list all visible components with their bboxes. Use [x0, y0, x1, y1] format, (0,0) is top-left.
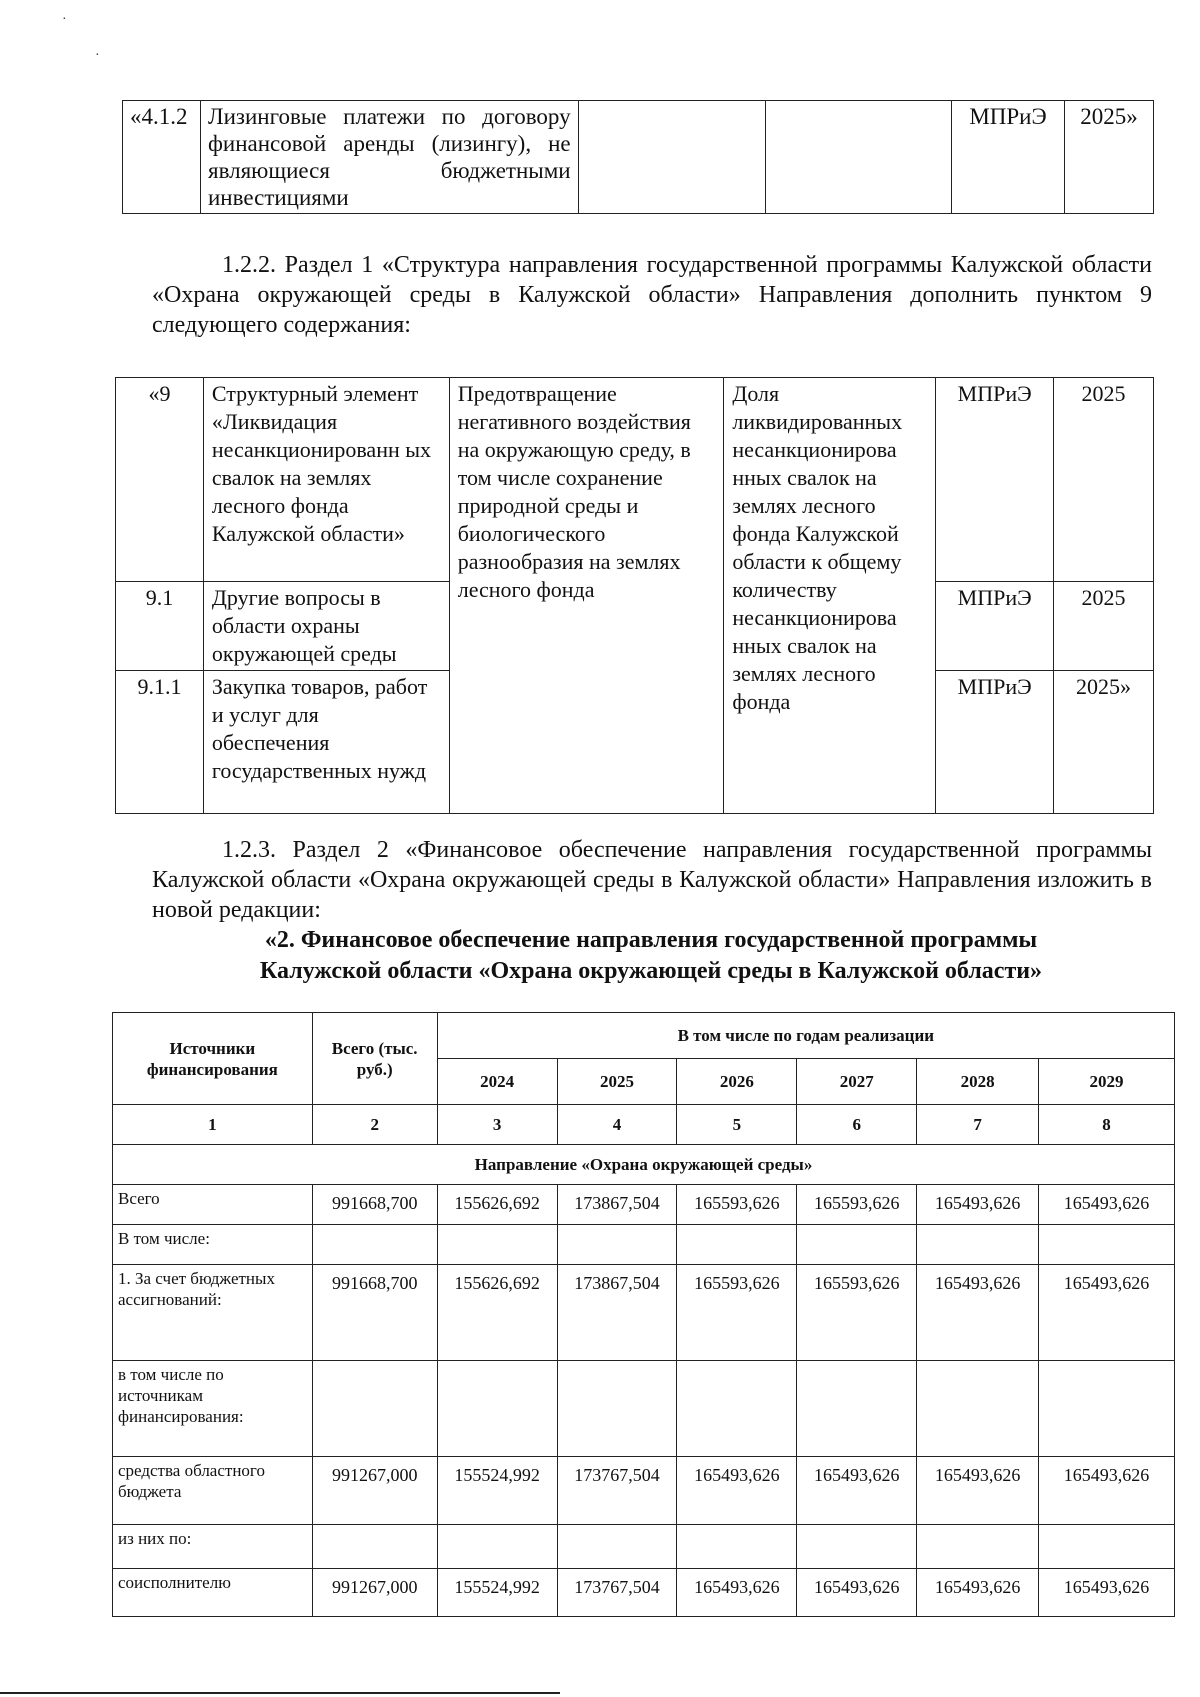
header-year: 2028 — [917, 1059, 1039, 1105]
row-label: из них по: — [113, 1525, 313, 1569]
value-cell: 173767,504 — [557, 1457, 677, 1525]
section-heading — [150, 925, 1152, 987]
row-number: «9 — [116, 378, 204, 582]
responsible-executor: МПРиЭ — [936, 582, 1054, 671]
header-years-group: В том числе по годам реализации — [437, 1013, 1174, 1059]
row-label: 1. За счет бюджетных ассигнований: — [113, 1265, 313, 1361]
column-number: 2 — [312, 1105, 437, 1145]
implementation-year: 2025» — [1054, 671, 1154, 814]
implementation-year: 2025» — [1064, 101, 1153, 214]
header-sources: Источники финансирования — [113, 1013, 313, 1105]
table-header-row — [113, 1013, 1175, 1059]
responsible-executor: МПРиЭ — [952, 101, 1065, 214]
table-row — [113, 1265, 1175, 1361]
value-cell — [437, 1225, 557, 1265]
row-number: 9.1.1 — [116, 671, 204, 814]
value-cell — [312, 1525, 437, 1569]
row-label: в том числе по источникам финансирования: — [113, 1361, 313, 1457]
value-cell: 165493,626 — [1039, 1457, 1175, 1525]
column-number: 6 — [797, 1105, 917, 1145]
value-cell — [917, 1525, 1039, 1569]
scan-artifact-mark: · — [95, 48, 100, 63]
value-cell: 165593,626 — [797, 1185, 917, 1225]
table-row — [113, 1457, 1175, 1525]
value-cell — [557, 1361, 677, 1457]
section-row — [113, 1145, 1175, 1185]
value-cell — [917, 1225, 1039, 1265]
value-cell: 165493,626 — [1039, 1569, 1175, 1617]
value-cell: 165593,626 — [797, 1265, 917, 1361]
table-row — [123, 101, 1154, 214]
value-cell: 165493,626 — [917, 1185, 1039, 1225]
value-cell: 165493,626 — [1039, 1185, 1175, 1225]
value-cell — [797, 1361, 917, 1457]
value-cell — [797, 1525, 917, 1569]
value-cell — [437, 1525, 557, 1569]
value-cell — [677, 1361, 797, 1457]
column-number: 4 — [557, 1105, 677, 1145]
value-cell — [557, 1525, 677, 1569]
column-number: 5 — [677, 1105, 797, 1145]
scan-artifact-mark: · — [62, 12, 67, 27]
header-year: 2027 — [797, 1059, 917, 1105]
value-cell — [1039, 1525, 1175, 1569]
value-cell: 165593,626 — [677, 1265, 797, 1361]
empty-cell — [766, 101, 952, 214]
value-cell: 165593,626 — [677, 1185, 797, 1225]
heading-line-2: Калужской области «Охрана окружающей среды в Калужской области» — [259, 958, 1043, 984]
table-row — [113, 1525, 1175, 1569]
value-cell: 165493,626 — [797, 1569, 917, 1617]
indicator-description: Доля ликвидированных несанкционирова нных свалок на землях лесного фонда Калужской области к общему количеству несанкционирова нных свалок на землях лесного фонда — [724, 378, 936, 814]
table-row — [113, 1361, 1175, 1457]
heading-line-1: «2. Финансовое обеспечение направления государственной программы — [264, 927, 1038, 953]
column-number: 3 — [437, 1105, 557, 1145]
value-cell: 173867,504 — [557, 1185, 677, 1225]
table-row — [113, 1569, 1175, 1617]
table-structure-item-9 — [115, 377, 1154, 814]
row-label: средства областного бюджета — [113, 1457, 313, 1525]
value-cell: 165493,626 — [677, 1569, 797, 1617]
row-name: Другие вопросы в области охраны окружающей среды — [203, 582, 449, 671]
header-total: Всего (тыс. руб.) — [312, 1013, 437, 1105]
implementation-year: 2025 — [1054, 378, 1154, 582]
table-row — [116, 378, 1154, 582]
section-title: Направление «Охрана окружающей среды» — [113, 1145, 1175, 1185]
value-cell — [312, 1361, 437, 1457]
value-cell: 165493,626 — [917, 1265, 1039, 1361]
column-number: 7 — [917, 1105, 1039, 1145]
paragraph-1-2-3: 1.2.3. Раздел 2 «Финансовое обеспечение направления государственной программы Калужской области «Охрана окружающей среды в Калужской области» Направления изложить в новой редакции: — [152, 837, 1152, 923]
table-row — [113, 1225, 1175, 1265]
value-cell — [437, 1361, 557, 1457]
column-number: 1 — [113, 1105, 313, 1145]
value-cell: 155626,692 — [437, 1185, 557, 1225]
row-label: В том числе: — [113, 1225, 313, 1265]
row-name: Закупка товаров, работ и услуг для обеспечения государственных нужд — [203, 671, 449, 814]
value-cell — [917, 1361, 1039, 1457]
item-number: «4.1.2 — [123, 101, 201, 214]
value-cell: 165493,626 — [797, 1457, 917, 1525]
value-cell: 991668,700 — [312, 1185, 437, 1225]
task-description: Предотвращение негативного воздействия на окружающую среду, в том числе сохранение природной среды и биологического разнообразия на землях лесного фонда — [449, 378, 724, 814]
value-cell: 155524,992 — [437, 1569, 557, 1617]
value-cell — [797, 1225, 917, 1265]
empty-cell — [578, 101, 766, 214]
value-cell: 165493,626 — [1039, 1265, 1175, 1361]
implementation-year: 2025 — [1054, 582, 1154, 671]
value-cell — [312, 1225, 437, 1265]
value-cell: 991267,000 — [312, 1569, 437, 1617]
value-cell: 165493,626 — [917, 1457, 1039, 1525]
column-numbers-row — [113, 1105, 1175, 1145]
paragraph-1-2-2: 1.2.2. Раздел 1 «Структура направления государственной программы Калужской области «Охрана окружающей среды в Калужской области» Направления дополнить пунктом 9 следующего содержания: — [152, 252, 1152, 338]
value-cell — [1039, 1361, 1175, 1457]
row-label: Всего — [113, 1185, 313, 1225]
header-year: 2025 — [557, 1059, 677, 1105]
column-number: 8 — [1039, 1105, 1175, 1145]
header-year: 2026 — [677, 1059, 797, 1105]
value-cell — [557, 1225, 677, 1265]
table-item-4-1-2 — [122, 100, 1154, 214]
row-number: 9.1 — [116, 582, 204, 671]
value-cell: 165493,626 — [677, 1457, 797, 1525]
row-name: Структурный элемент «Ликвидация несанкционированн ых свалок на землях лесного фонда Калужской области» — [203, 378, 449, 582]
value-cell: 155626,692 — [437, 1265, 557, 1361]
header-year: 2024 — [437, 1059, 557, 1105]
value-cell: 991668,700 — [312, 1265, 437, 1361]
header-year: 2029 — [1039, 1059, 1175, 1105]
value-cell: 991267,000 — [312, 1457, 437, 1525]
page-bottom-rule — [0, 1692, 560, 1694]
value-cell: 173767,504 — [557, 1569, 677, 1617]
value-cell — [677, 1225, 797, 1265]
value-cell — [1039, 1225, 1175, 1265]
responsible-executor: МПРиЭ — [936, 378, 1054, 582]
value-cell: 165493,626 — [917, 1569, 1039, 1617]
value-cell: 155524,992 — [437, 1457, 557, 1525]
responsible-executor: МПРиЭ — [936, 671, 1054, 814]
row-label: соисполнителю — [113, 1569, 313, 1617]
financing-table — [112, 1012, 1175, 1617]
table-row — [113, 1185, 1175, 1225]
value-cell: 173867,504 — [557, 1265, 677, 1361]
value-cell — [677, 1525, 797, 1569]
item-name: Лизинговые платежи по договору финансовой аренды (лизингу), не являющиеся бюджетными инвестициями — [200, 101, 578, 214]
